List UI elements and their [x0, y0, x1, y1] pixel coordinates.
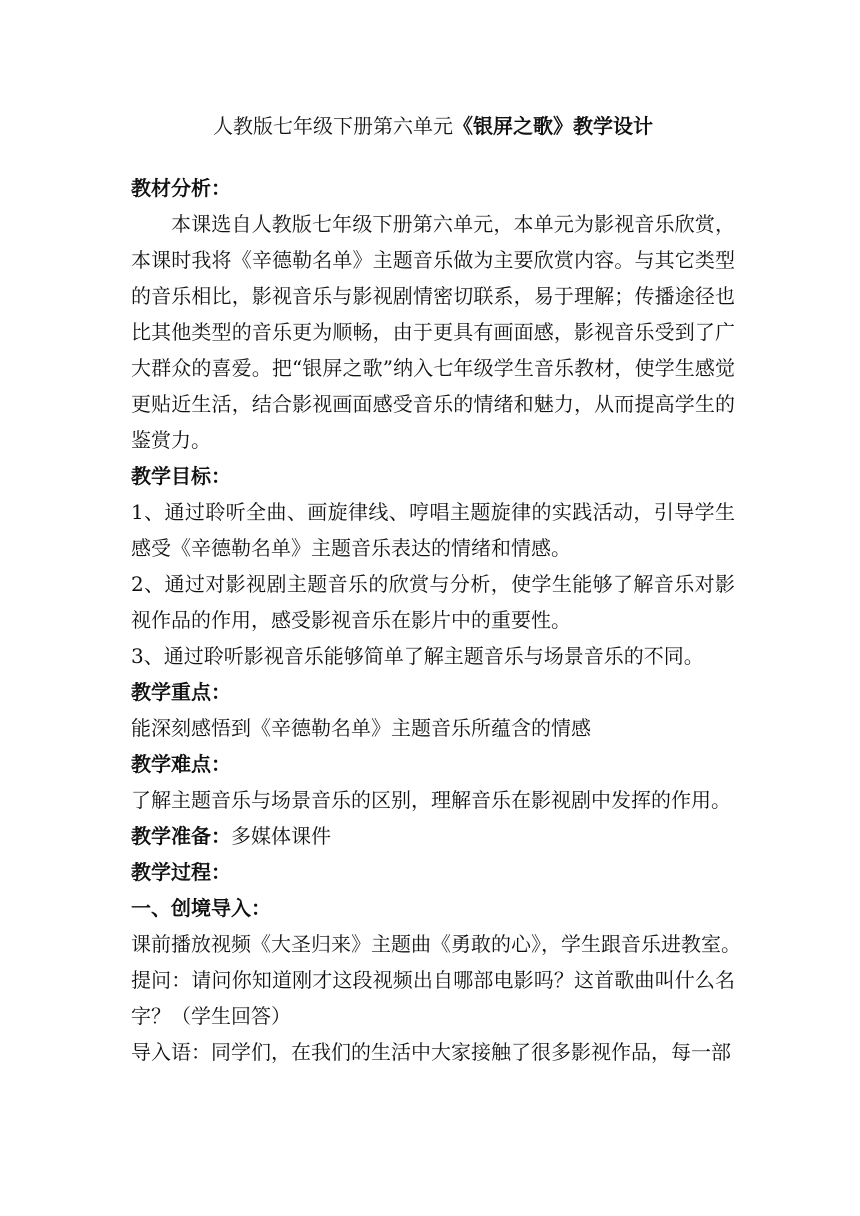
- difficult-point-heading: 教学难点：: [131, 752, 231, 776]
- difficult-point-text: 了解主题音乐与场景音乐的区别，理解音乐在影视剧中发挥的作用。: [131, 788, 731, 812]
- document-title-bold: 《银屏之歌》教学设计: [453, 114, 653, 138]
- key-point-heading: 教学重点：: [131, 680, 231, 704]
- key-point-text: 能深刻感悟到《辛德勒名单》主题音乐所蕴含的情感: [131, 716, 591, 740]
- intro-paragraph-1: 课前播放视频《大圣归来》主题曲《勇敢的心》，学生跟音乐进教室。: [131, 932, 741, 956]
- document-page: [131, 100, 741, 1070]
- goal-item-1: 1、通过聆听全曲、画旋律线、哼唱主题旋律的实践活动，引导学生感受《辛德勒名单》主题音乐表达的情绪和情感。: [131, 500, 735, 560]
- document-title: [131, 100, 735, 152]
- intro-paragraph-2: 提问：请问你知道刚才这段视频出自哪部电影吗？这首歌曲叫什么名字？（学生回答）: [131, 968, 735, 1028]
- goal-item-2: 2、通过对影视剧主题音乐的欣赏与分析，使学生能够了解音乐对影视作品的作用，感受影视音乐在影片中的重要性。: [131, 572, 735, 632]
- preparation-heading: 教学准备：: [131, 824, 231, 848]
- analysis-paragraph: 本课选自人教版七年级下册第六单元，本单元为影视音乐欣赏，本课时我将《辛德勒名单》主题音乐做为主要欣赏内容。与其它类型的音乐相比，影视音乐与影视剧情密切联系，易于理解；传播途径也比其他类型的音乐更为顺畅，由于更具有画面感，影视音乐受到了广大群众的喜爱。把“银屏之歌”纳入七年级学生音乐教材，使学生感觉更贴近生活，结合影视画面感受音乐的情绪和魅力，从而提高学生的鉴赏力。: [131, 212, 735, 452]
- intro-paragraph-3: 导入语：同学们，在我们的生活中大家接触了很多影视作品，每一部: [131, 1040, 731, 1064]
- goals-heading: 教学目标：: [131, 464, 231, 488]
- intro-heading: 一、创境导入：: [131, 896, 271, 920]
- preparation-line: [131, 818, 735, 854]
- document-title-plain: 人教版七年级下册第六单元: [213, 114, 453, 138]
- goal-item-3: 3、通过聆听影视音乐能够简单了解主题音乐与场景音乐的不同。: [131, 644, 704, 668]
- preparation-text: 多媒体课件: [231, 824, 331, 848]
- process-heading: 教学过程：: [131, 860, 231, 884]
- analysis-heading: 教材分析：: [131, 176, 231, 200]
